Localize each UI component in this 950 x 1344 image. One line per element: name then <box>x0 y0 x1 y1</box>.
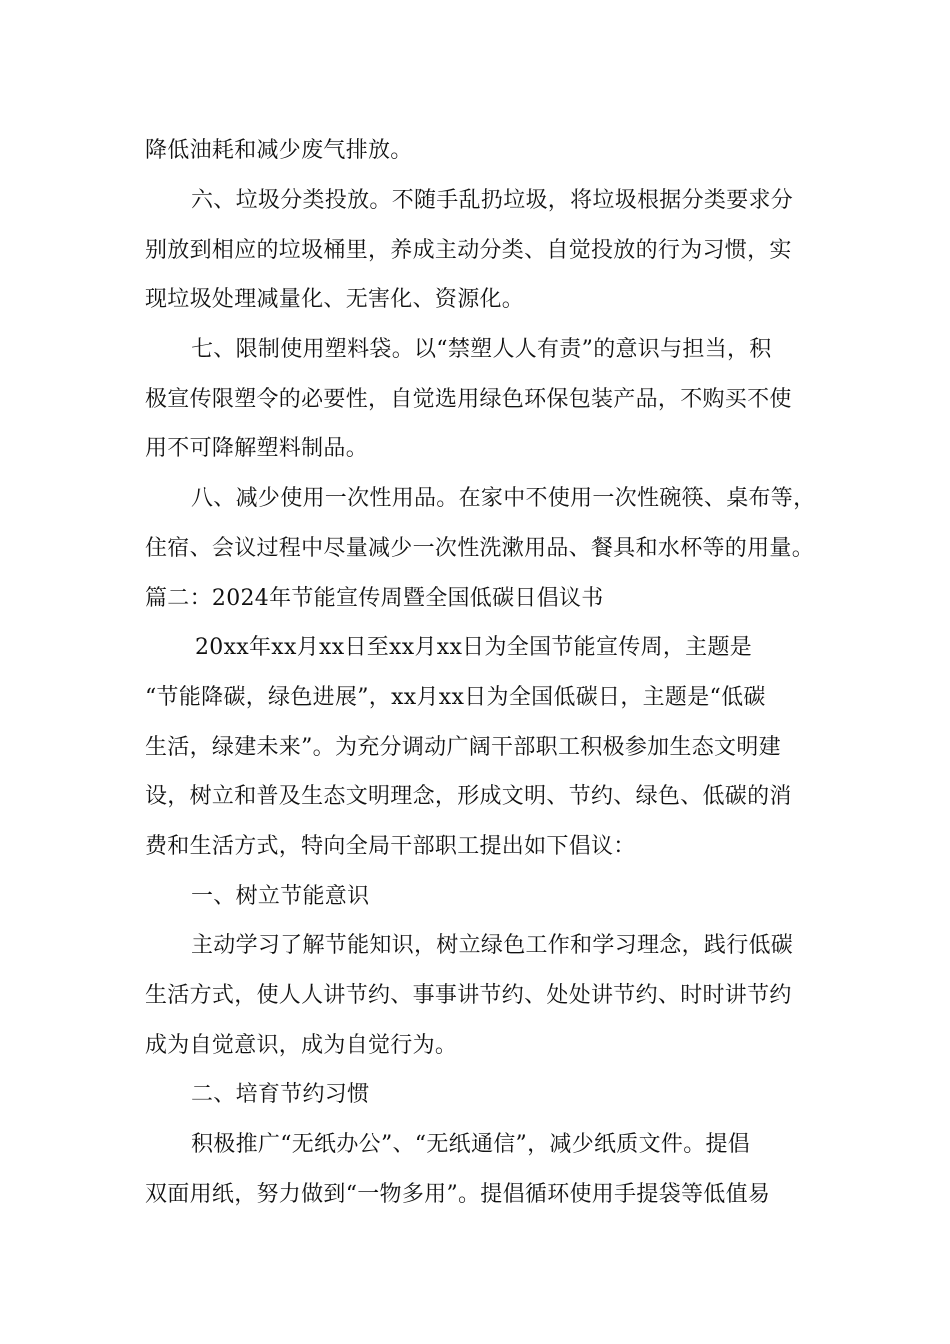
text-line: 住宿、会议过程中尽量减少一次性洗漱用品、餐具和水杯等的用量。 <box>145 536 815 561</box>
text-line: 生活，绿建未来”。为充分调动广阔干部职工积极参加生态文明建 <box>145 735 781 760</box>
text-line: 20xx年xx月xx日至xx月xx日为全国节能宣传周，主题是 <box>195 635 753 660</box>
subheading: 二、培育节约习惯 <box>191 1082 370 1107</box>
text-line: 双面用纸，努力做到“一物多用”。提倡循环使用手提袋等低值易 <box>145 1182 771 1207</box>
text-line: “节能降碳，绿色进展”，xx月xx日为全国低碳日，主题是“低碳 <box>145 685 766 710</box>
subheading: 一、树立节能意识 <box>191 884 370 909</box>
text-line: 生活方式，使人人讲节约、事事讲节约、处处讲节约、时时讲节约 <box>145 983 792 1008</box>
text-line: 设，树立和普及生态文明理念，形成文明、节约、绿色、低碳的消 <box>145 784 792 809</box>
text-line: 积极推广“无纸办公”、“无纸通信”，减少纸质文件。提倡 <box>191 1132 751 1157</box>
section-heading: 篇二：2024年节能宣传周暨全国低碳日倡议书 <box>145 586 604 611</box>
text-line: 降低油耗和减少废气排放。 <box>145 138 413 163</box>
text-line: 成为自觉意识，成为自觉行为。 <box>145 1033 458 1058</box>
text-line: 用不可降解塑料制品。 <box>145 436 369 461</box>
text-line: 八、减少使用一次性用品。在家中不使用一次性碗筷、桌布等， <box>191 486 816 511</box>
text-line: 现垃圾处理减量化、无害化、资源化。 <box>145 287 525 312</box>
text-line: 极宣传限塑令的必要性，自觉选用绿色环保包装产品，不购买不使 <box>145 387 792 412</box>
text-line: 六、垃圾分类投放。不随手乱扔垃圾，将垃圾根据分类要求分 <box>191 188 794 213</box>
text-line: 七、限制使用塑料袋。以“禁塑人人有责”的意识与担当，积 <box>191 337 772 362</box>
text-line: 别放到相应的垃圾桶里，养成主动分类、自觉投放的行为习惯，实 <box>145 238 792 263</box>
text-line: 主动学习了解节能知识，树立绿色工作和学习理念，践行低碳 <box>191 933 794 958</box>
text-line: 费和生活方式，特向全局干部职工提出如下倡议： <box>145 834 636 859</box>
